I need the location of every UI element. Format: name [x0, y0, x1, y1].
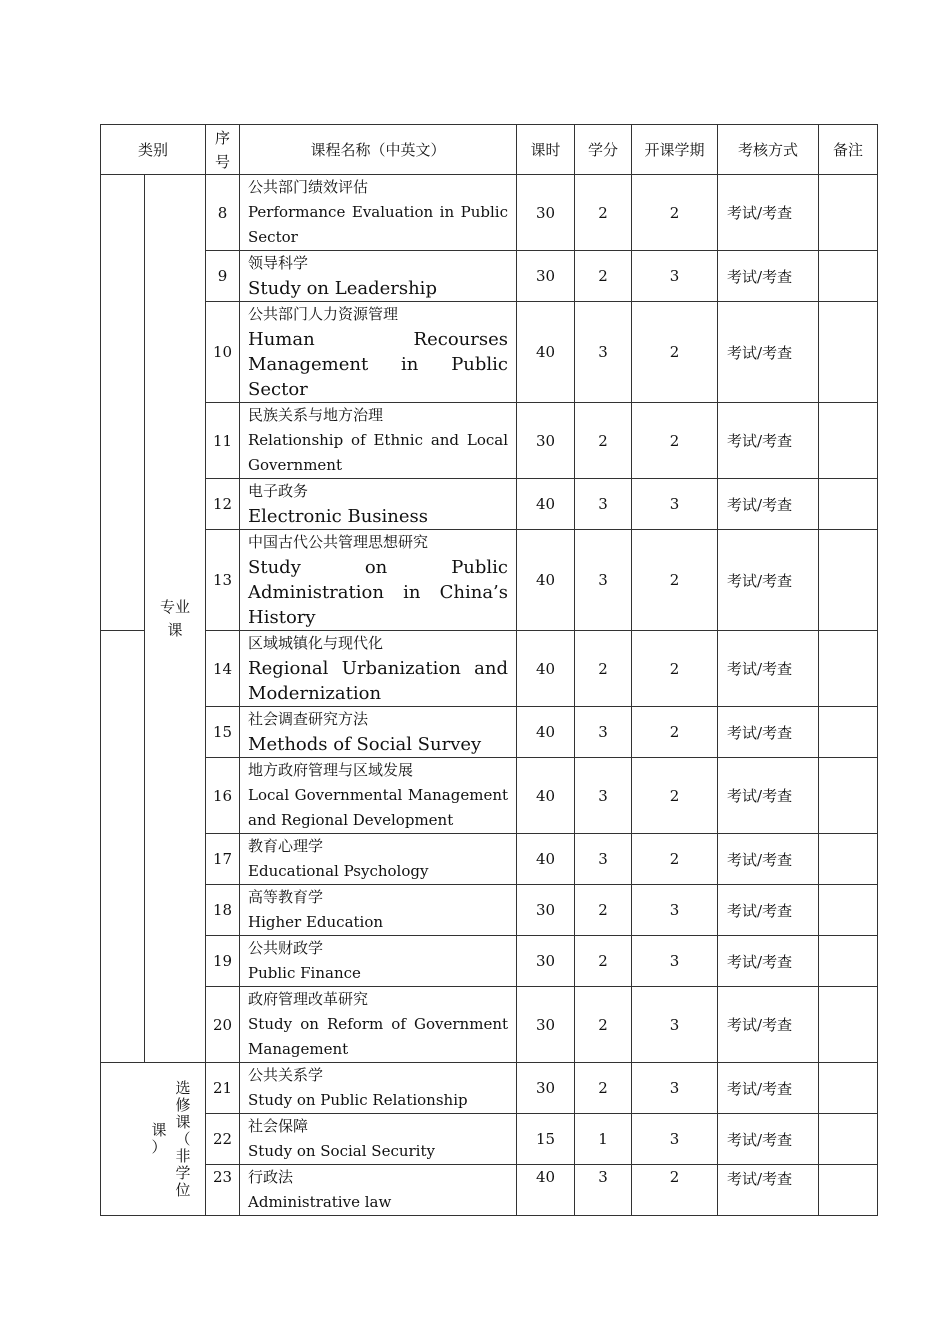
remark-cell: [819, 403, 878, 479]
course-name-cell: [240, 530, 517, 631]
course-name-en: Higher Education: [248, 913, 384, 931]
remark-cell: [819, 479, 878, 530]
semester-cell: 2: [632, 834, 718, 885]
credits-cell: 2: [575, 175, 632, 251]
course-name-en: Relationship of Ethnic and Local Government: [248, 431, 509, 474]
table-row: [101, 175, 878, 251]
assessment-cell: 考试/考查: [718, 302, 819, 403]
assessment-cell: 考试/考查: [718, 1063, 819, 1114]
hours-cell: 40: [517, 631, 575, 707]
semester-cell: 3: [632, 1063, 718, 1114]
remark-cell: [819, 936, 878, 987]
seq-cell: 18: [206, 885, 240, 936]
semester-cell: 3: [632, 479, 718, 530]
remark-cell: [819, 758, 878, 834]
remark-cell: [819, 1063, 878, 1114]
hours-cell: 30: [517, 403, 575, 479]
elective-char: 课: [175, 1113, 191, 1131]
course-name-en: Local Governmental Management and Regional Development: [248, 786, 509, 829]
header-category: 类别: [101, 125, 206, 175]
credits-cell: 1: [575, 1114, 632, 1165]
hours-cell: 40: [517, 834, 575, 885]
course-name-cell: [240, 631, 517, 707]
course-name-zh: 领导科学: [248, 254, 309, 272]
course-name-cell: [240, 758, 517, 834]
course-name-cell: [240, 1165, 517, 1216]
elective-char: （: [175, 1130, 191, 1148]
table-row: [101, 987, 878, 1063]
header-seq-line2: 号: [215, 152, 231, 171]
course-name-en: Study on Social Security: [248, 1142, 435, 1160]
remark-cell: [819, 1165, 878, 1216]
table-row: [101, 1063, 878, 1114]
major-label-line1: 专业: [160, 597, 191, 616]
seq-cell: 23: [206, 1165, 240, 1216]
header-course-name: 课程名称（中英文）: [240, 125, 517, 175]
elective-char: 位: [175, 1181, 191, 1199]
semester-cell: 2: [632, 631, 718, 707]
course-name-zh: 社会保障: [248, 1117, 309, 1135]
hours-cell: 40: [517, 707, 575, 758]
hours-cell: 40: [517, 302, 575, 403]
seq-cell: 12: [206, 479, 240, 530]
seq-cell: 15: [206, 707, 240, 758]
hours-cell: 40: [517, 479, 575, 530]
course-name-zh: 地方政府管理与区域发展: [248, 761, 414, 779]
table-row: [101, 936, 878, 987]
assessment-cell: 考试/考查: [718, 403, 819, 479]
seq-cell: 19: [206, 936, 240, 987]
elective-char: ）: [151, 1138, 167, 1156]
category-elective: [101, 1063, 206, 1216]
credits-cell: 2: [575, 1063, 632, 1114]
table-row: [101, 885, 878, 936]
credits-cell: 2: [575, 885, 632, 936]
course-name-cell: [240, 251, 517, 302]
seq-cell: 22: [206, 1114, 240, 1165]
course-name-en: Administrative law: [248, 1193, 392, 1211]
assessment-cell: 考试/考查: [718, 758, 819, 834]
assessment-cell: 考试/考查: [718, 479, 819, 530]
table-row: [101, 302, 878, 403]
header-hours: 课时: [517, 125, 575, 175]
header-row: [101, 125, 878, 175]
hours-cell: 30: [517, 1063, 575, 1114]
assessment-cell: 考试/考查: [718, 885, 819, 936]
course-name-zh: 公共关系学: [248, 1066, 324, 1084]
course-name-zh: 社会调查研究方法: [248, 710, 369, 728]
seq-cell: 10: [206, 302, 240, 403]
hours-cell: 40: [517, 1165, 575, 1216]
elective-char: 学: [175, 1164, 191, 1182]
course-table-container: [100, 124, 877, 1216]
assessment-cell: 考试/考查: [718, 936, 819, 987]
remark-cell: [819, 175, 878, 251]
table-row: [101, 1114, 878, 1165]
course-name-en: Educational Psychology: [248, 862, 429, 880]
assessment-cell: 考试/考查: [718, 631, 819, 707]
credits-cell: 2: [575, 987, 632, 1063]
elective-char: 非: [175, 1147, 191, 1165]
course-name-cell: [240, 479, 517, 530]
semester-cell: 3: [632, 251, 718, 302]
course-name-cell: [240, 834, 517, 885]
semester-cell: 2: [632, 403, 718, 479]
course-name-zh: 电子政务: [248, 482, 309, 500]
elective-char: 修: [175, 1096, 191, 1114]
table-row: [101, 834, 878, 885]
course-name-zh: 公共部门人力资源管理: [248, 305, 399, 323]
remark-cell: [819, 302, 878, 403]
table-row: [101, 707, 878, 758]
hours-cell: 30: [517, 987, 575, 1063]
course-name-cell: [240, 885, 517, 936]
credits-cell: 3: [575, 707, 632, 758]
remark-cell: [819, 987, 878, 1063]
credits-cell: 3: [575, 530, 632, 631]
semester-cell: 2: [632, 707, 718, 758]
semester-cell: 2: [632, 1165, 718, 1216]
course-name-zh: 公共财政学: [248, 939, 324, 957]
header-seq: [206, 125, 240, 175]
seq-cell: 9: [206, 251, 240, 302]
category-major: [145, 175, 206, 1063]
course-name-zh: 教育心理学: [248, 837, 324, 855]
hours-cell: 40: [517, 530, 575, 631]
credits-cell: 3: [575, 302, 632, 403]
semester-cell: 2: [632, 758, 718, 834]
seq-cell: 17: [206, 834, 240, 885]
course-name-cell: [240, 175, 517, 251]
course-name-zh: 中国古代公共管理思想研究: [248, 533, 429, 551]
table-row: [101, 403, 878, 479]
seq-cell: 21: [206, 1063, 240, 1114]
credits-cell: 2: [575, 251, 632, 302]
assessment-cell: 考试/考查: [718, 1165, 819, 1216]
assessment-cell: 考试/考查: [718, 707, 819, 758]
semester-cell: 2: [632, 530, 718, 631]
assessment-cell: 考试/考查: [718, 530, 819, 631]
credits-cell: 2: [575, 936, 632, 987]
course-name-en: Study on Leadership: [248, 278, 437, 299]
seq-cell: 14: [206, 631, 240, 707]
semester-cell: 3: [632, 987, 718, 1063]
elective-char: 选: [175, 1079, 191, 1097]
assessment-cell: 考试/考查: [718, 987, 819, 1063]
seq-cell: 8: [206, 175, 240, 251]
course-name-en: Public Finance: [248, 964, 361, 982]
assessment-cell: 考试/考查: [718, 175, 819, 251]
course-name-zh: 公共部门绩效评估: [248, 178, 369, 196]
course-name-zh: 行政法: [248, 1168, 294, 1186]
category-outer-upper: [101, 175, 145, 631]
credits-cell: 3: [575, 1165, 632, 1216]
course-name-en: Human Recourses Management in Public Sector: [248, 329, 509, 400]
course-name-cell: [240, 987, 517, 1063]
seq-cell: 20: [206, 987, 240, 1063]
elective-char: 课: [151, 1121, 167, 1139]
credits-cell: 2: [575, 403, 632, 479]
hours-cell: 30: [517, 251, 575, 302]
course-name-cell: [240, 403, 517, 479]
course-table: [100, 124, 878, 1216]
seq-cell: 13: [206, 530, 240, 631]
header-credits: 学分: [575, 125, 632, 175]
semester-cell: 3: [632, 885, 718, 936]
table-row: [101, 251, 878, 302]
header-semester: 开课学期: [632, 125, 718, 175]
course-name-zh: 政府管理改革研究: [248, 990, 369, 1008]
hours-cell: 30: [517, 175, 575, 251]
course-name-en: Electronic Business: [248, 506, 429, 527]
header-assessment: 考核方式: [718, 125, 819, 175]
course-name-cell: [240, 936, 517, 987]
hours-cell: 15: [517, 1114, 575, 1165]
course-name-cell: [240, 707, 517, 758]
semester-cell: 2: [632, 175, 718, 251]
credits-cell: 3: [575, 758, 632, 834]
assessment-cell: 考试/考查: [718, 834, 819, 885]
course-name-en: Study on Public Relationship: [248, 1091, 468, 1109]
hours-cell: 30: [517, 885, 575, 936]
remark-cell: [819, 530, 878, 631]
credits-cell: 3: [575, 479, 632, 530]
semester-cell: 3: [632, 936, 718, 987]
semester-cell: 3: [632, 1114, 718, 1165]
course-name-en: Study on Public Administration in China’s History: [248, 557, 509, 628]
table-row: [101, 1165, 878, 1216]
course-name-cell: [240, 1114, 517, 1165]
course-name-cell: [240, 1063, 517, 1114]
assessment-cell: 考试/考查: [718, 1114, 819, 1165]
header-remarks: 备注: [819, 125, 878, 175]
major-label-line2: 课: [167, 620, 183, 639]
course-name-zh: 民族关系与地方治理: [248, 406, 384, 424]
table-row: [101, 631, 878, 707]
remark-cell: [819, 631, 878, 707]
remark-cell: [819, 251, 878, 302]
seq-cell: 11: [206, 403, 240, 479]
header-seq-line1: 序: [215, 128, 231, 147]
course-name-en: Performance Evaluation in Public Sector: [248, 203, 509, 246]
elective-label-col1: [150, 1122, 168, 1156]
hours-cell: 30: [517, 936, 575, 987]
table-row: [101, 758, 878, 834]
category-outer-lower: [101, 631, 145, 1063]
elective-label-col2: [174, 1080, 192, 1199]
credits-cell: 2: [575, 631, 632, 707]
credits-cell: 3: [575, 834, 632, 885]
semester-cell: 2: [632, 302, 718, 403]
remark-cell: [819, 707, 878, 758]
assessment-cell: 考试/考查: [718, 251, 819, 302]
seq-cell: 16: [206, 758, 240, 834]
hours-cell: 40: [517, 758, 575, 834]
course-name-zh: 高等教育学: [248, 888, 324, 906]
table-row: [101, 530, 878, 631]
course-name-zh: 区域城镇化与现代化: [248, 634, 384, 652]
course-name-en: Study on Reform of Government Management: [248, 1015, 509, 1058]
remark-cell: [819, 885, 878, 936]
course-name-en: Regional Urbanization and Modernization: [248, 658, 509, 704]
course-name-cell: [240, 302, 517, 403]
remark-cell: [819, 1114, 878, 1165]
remark-cell: [819, 834, 878, 885]
table-row: [101, 479, 878, 530]
course-name-en: Methods of Social Survey: [248, 734, 482, 755]
